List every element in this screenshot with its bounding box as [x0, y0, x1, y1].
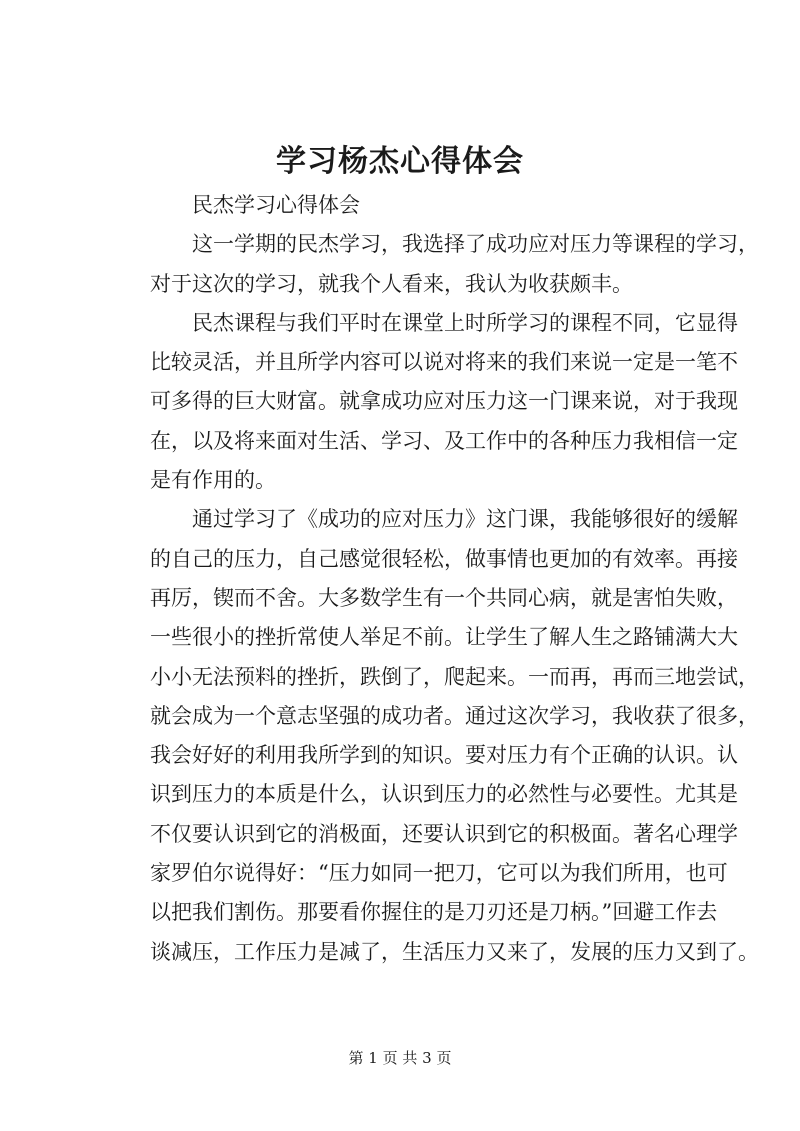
text-line: 一些很小的挫折常使人举足不前。让学生了解人生之路铺满大大	[150, 625, 738, 650]
text-line: 是有作用的。	[150, 468, 276, 493]
paragraph	[108, 186, 704, 225]
text-line: 在，以及将来面对生活、学习、及工作中的各种压力我相信一定	[150, 428, 738, 453]
paragraph	[108, 500, 759, 972]
text-line: 这一学期的民杰学习，我选择了成功应对压力等课程的学习，	[192, 232, 759, 257]
document-title: 学习杨杰心得体会	[276, 144, 524, 179]
text-line: 比较灵活，并且所学内容可以说对将来的我们来说一定是一笔不	[150, 350, 738, 375]
text-line: 谈减压，工作压力是减了，生活压力又来了，发展的压力又到了。	[150, 939, 759, 964]
text-line: 的自己的压力，自己感觉很轻松，做事情也更加的有效率。再接	[150, 546, 738, 571]
text-line: 家罗伯尔说得好：“压力如同一把刀，它可以为我们所用，也可	[150, 861, 728, 886]
text-line: 小小无法预料的挫折，跌倒了，爬起来。一而再，再而三地尝试，	[150, 664, 759, 689]
text-line: 民杰学习心得体会	[192, 193, 360, 217]
paragraph	[108, 225, 759, 304]
text-line: 再厉，锲而不舍。大多数学生有一个共同心病，就是害怕失败，	[150, 585, 738, 610]
text-line: 对于这次的学习，就我个人看来，我认为收获颇丰。	[150, 271, 633, 296]
paragraph	[108, 304, 738, 500]
document-body	[108, 186, 759, 972]
text-line: 不仅要认识到它的消极面，还要认识到它的积极面。著名心理学	[150, 821, 738, 846]
text-line: 我会好好的利用我所学到的知识。要对压力有个正确的认识。认	[150, 743, 738, 768]
text-line: 通过学习了《成功的应对压力》这门课，我能够很好的缓解	[192, 507, 738, 532]
text-line: 可多得的巨大财富。就拿成功应对压力这一门课来说，对于我现	[150, 389, 738, 414]
text-line: 民杰课程与我们平时在课堂上时所学习的课程不同，它显得	[192, 310, 738, 335]
text-line: 以把我们割伤。那要看你握住的是刀刃还是刀柄。”回避工作去	[150, 900, 718, 925]
page-footer: 第 1 页 共 3 页	[348, 1049, 452, 1067]
text-line: 就会成为一个意志坚强的成功者。通过这次学习，我收获了很多，	[150, 703, 759, 728]
text-line: 识到压力的本质是什么，认识到压力的必然性与必要性。尤其是	[150, 782, 738, 807]
